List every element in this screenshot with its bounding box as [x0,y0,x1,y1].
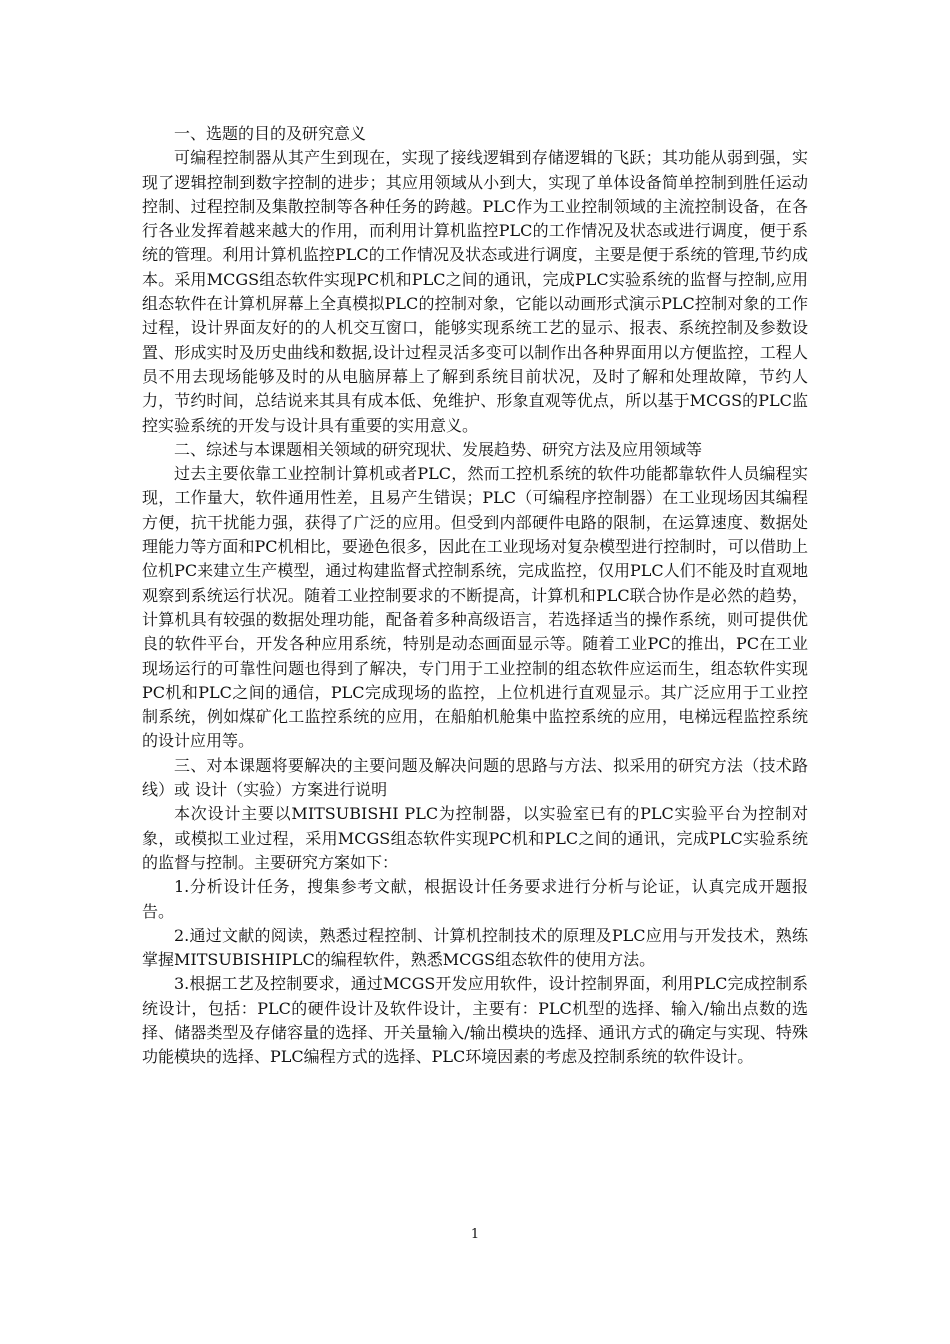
body-paragraph: 过去主要依靠工业控制计算机或者PLC，然而工控机系统的软件功能都靠软件人员编程实现，工作量大，软件通用性差，且易产生错误；PLC（可编程序控制器）在工业现场因其编程方便，抗干扰能力强，获得了广泛的应用。但受到内部硬件电路的限制，在运算速度、数据处理能力等方面和PC机相比，要逊色很多，因此在工业现场对复杂模型进行控制时，可以借助上位机PC来建立生产模型，通过构建监督式控制系统，完成监控，仅用PLC人们不能及时直观地观察到系统运行状况。随着工业控制要求的不断提高，计算机和PLC联合协作是必然的趋势，计算机具有较强的数据处理功能，配备着多种高级语言，若选择适当的操作系统，则可提供优良的软件平台，开发各种应用系统，特别是动态画面显示等。随着工业PC的推出，PC在工业现场运行的可靠性问题也得到了解决，专门用于工业控制的组态软件应运而生，组态软件实现PC机和PLC之间的通信，PLC完成现场的监控，上位机进行直观显示。其广泛应用于工业控制系统，例如煤矿化工监控系统的应用，在船舶机舱集中监控系统的应用，电梯远程监控系统的设计应用等。 [142,464,808,751]
section-heading-3: 三、对本课题将要解决的主要问题及解决问题的思路与方法、拟采用的研究方法（技术路线）或 设计（实验）方案进行说明 [142,755,808,800]
body-paragraph: 可编程控制器从其产生到现在，实现了接线逻辑到存储逻辑的飞跃；其功能从弱到强，实现了逻辑控制到数字控制的进步；其应用领域从小到大，实现了单体设备简单控制到胜任运动控制、过程控制及集散控制等各种任务的跨越。PLC作为工业控制领域的主流控制设备，在各行各业发挥着越来越大的作用，而利用计算机监控PLC的工作情况及状态或进行调度，便于系统的管理。利用计算机监控PLC的工作情况及状态或进行调度，主要是便于系统的管理,节约成本。采用MCGS组态软件实现PC机和PLC之间的通讯，完成PLC实验系统的监督与控制,应用组态软件在计算机屏幕上全真模拟PLC的控制对象，它能以动画形式演示PLC控制对象的工作过程，设计界面友好的的人机交互窗口，能够实现系统工艺的显示、报表、系统控制及参数设置、形成实时及历史曲线和数据,设计过程灵活多变可以制作出各种界面用以方便监控，工程人员不用去现场能够及时的从电脑屏幕上了解到系统目前状况，及时了解和处理故障，节约人力，节约时间，总结说来其具有成本低、免维护、形象直观等优点，所以基于MCGS的PLC监控实验系统的开发与设计具有重要的实用意义。 [142,148,808,435]
body-paragraph: 本次设计主要以MITSUBISHI PLC为控制器，以实验室已有的PLC实验平台为控制对象，或模拟工业过程，采用MCGS组态软件实现PC机和PLC之间的通讯，完成PLC实验系统的监督与控制。主要研究方案如下： [142,804,808,872]
list-item: 3.根据工艺及控制要求，通过MCGS开发应用软件，设计控制界面，利用PLC完成控制系统设计，包括：PLC的硬件设计及软件设计，主要有：PLC机型的选择、输入/输出点数的选择、储器类型及存储容量的选择、开关量输入/输出模块的选择、通讯方式的确定与实现、特殊功能模块的选择、PLC编程方式的选择、PLC环境因素的考虑及控制系统的软件设计。 [142,974,808,1067]
document-body [142,122,808,1070]
page-number: 1 [470,1227,480,1242]
list-item: 2.通过文献的阅读，熟悉过程控制、计算机控制技术的原理及PLC应用与开发技术，熟练掌握MITSUBISHIPLC的编程软件，熟悉MCGS组态软件的使用方法。 [142,925,808,970]
section-heading-1: 一、选题的目的及研究意义 [174,124,367,143]
section-heading-2: 二、综述与本课题相关领域的研究现状、发展趋势、研究方法及应用领域等 [174,439,703,459]
list-item: 1.分析设计任务，搜集参考文献，根据设计任务要求进行分析与论证，认真完成开题报告。 [142,877,808,921]
